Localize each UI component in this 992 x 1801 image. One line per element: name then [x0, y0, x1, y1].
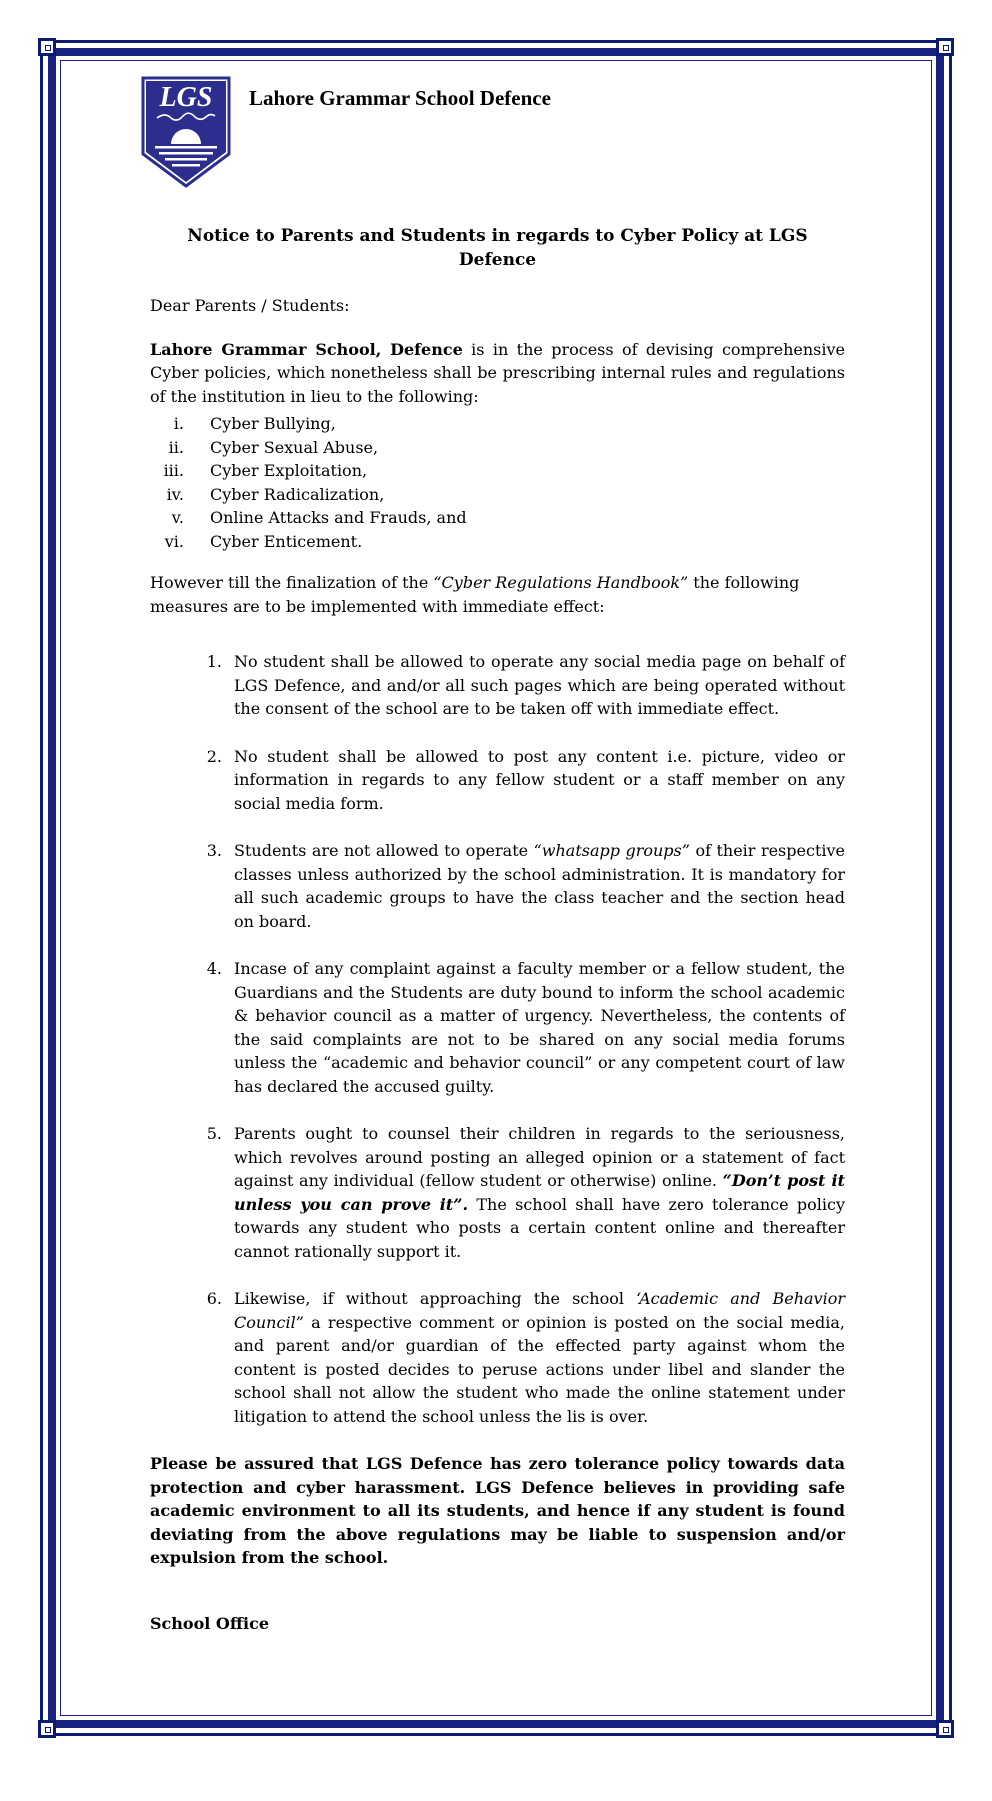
border-corner-top-right [936, 38, 954, 56]
measure-item-1 [150, 650, 845, 721]
signoff: School Office [150, 1613, 269, 1633]
measure-text-start: Students are not allowed to operate [234, 841, 534, 860]
intro-paragraph [150, 338, 845, 409]
measure-number: 5. [206, 1124, 222, 1143]
measure-text [234, 839, 845, 933]
measure-item-3 [150, 839, 845, 933]
measures-intro [150, 571, 845, 618]
notice-title: Notice to Parents and Students in regards to Cyber Policy at LGS Defence [187, 226, 808, 270]
list-item [150, 459, 845, 483]
measure-text: Incase of any complaint against a faculty member or a fellow student, the Guardians and the Students are duty bound to inform the school academic & behavior council as a matter of urgency. Nevertheless, the contents of the said complaints are not to be shared on any social media forums unless the “academic and behavior council” or any competent court of law has declared the accused guilty. [234, 959, 845, 1096]
measure-emphasis: “whatsapp groups” [533, 841, 690, 860]
list-item-number: vi. [164, 531, 184, 551]
measure-item-6 [150, 1287, 845, 1428]
measure-text-start: Likewise, if without approaching the school [234, 1289, 637, 1308]
school-name: Lahore Grammar School Defence [249, 86, 551, 110]
measures-intro-text-end: the following measures are to be implemented with immediate effect: [150, 573, 800, 616]
measure-text [234, 1122, 845, 1263]
measure-text-end: a respective comment or opinion is posted on the social media, and parent and/or guardian of the effected party against whom the content is posted decides to peruse actions under libel and slander the school shall not allow the student who made the online statement under litigation to attend the school unless the lis is over. [234, 1312, 845, 1426]
measure-item-5 [150, 1122, 845, 1263]
intro-text: is in the process of devising comprehensive Cyber policies, which nonetheless shall be prescribing internal rules and regulations of the institution in lieu to the following: [150, 339, 846, 406]
list-item-text: Cyber Sexual Abuse, [210, 437, 379, 457]
list-item [150, 530, 845, 554]
list-item [150, 436, 845, 460]
list-item-text: Cyber Bullying, [210, 414, 336, 433]
measure-number: 2. [206, 746, 222, 766]
list-item-number: iv. [166, 484, 184, 504]
border-corner-bottom-right [936, 1720, 954, 1738]
list-item-number: i. [173, 414, 184, 433]
measure-text: No student shall be allowed to post any content i.e. picture, video or information in regards to any fellow student or a staff member on any social media form. [234, 746, 845, 813]
measure-number: 1. [206, 652, 222, 671]
list-item [150, 412, 845, 436]
list-item-text: Cyber Radicalization, [210, 484, 385, 504]
notice-body [150, 225, 845, 1635]
list-item-text: Cyber Exploitation, [210, 461, 368, 480]
measure-number: 6. [206, 1289, 222, 1308]
list-item-text: Cyber Enticement. [210, 531, 363, 551]
measure-text-end: of their respective classes unless authorized by the school administration. It is mandatory for all such academic groups to have the class teacher and the section head on board. [234, 841, 845, 931]
border-corner-bottom-left [38, 1720, 56, 1738]
intro-school-name: Lahore Grammar School, Defence [150, 339, 463, 359]
list-item-number: iii. [163, 461, 184, 480]
measure-number: 4. [206, 959, 222, 978]
logo-text: LGS [159, 82, 213, 113]
measure-text: No student shall be allowed to operate any social media page on behalf of LGS Defence, and and/or all such pages which are being operated without the consent of the school are to be taken off with immediate effect. [234, 652, 845, 718]
school-logo [141, 76, 231, 188]
measure-text [234, 1287, 845, 1428]
list-item [150, 506, 845, 530]
list-item-text: Online Attacks and Frauds, and [210, 508, 467, 527]
closing-statement: Please be assured that LGS Defence has zero tolerance policy towards data protection and cyber harassment. LGS Defence believes in providing safe academic environment to all its students, and hence if any student is found deviating from the above regulations may be liable to suspension and/or expulsion from the school. [150, 1454, 845, 1567]
list-item-number: v. [171, 508, 184, 527]
measure-emphasis: ‘Academic and Behavior Council” [234, 1289, 845, 1332]
measure-text-start: Parents ought to counsel their children in regards to the seriousness, which revolves around posting an alleged opinion or a statement of fact against any individual (fellow student or otherwise) online. [234, 1124, 845, 1190]
handbook-title: “Cyber Regulations Handbook” [433, 573, 689, 592]
measures-list [150, 650, 845, 1428]
measures-intro-text: However till the finalization of the [150, 573, 434, 592]
border-corner-top-left [38, 38, 56, 56]
list-item [150, 483, 845, 507]
list-item-number: ii. [168, 437, 184, 457]
cyber-topics-list [150, 412, 845, 553]
measure-emphasis: “Don’t post it unless you can prove it”. [234, 1171, 845, 1214]
measure-item-2 [150, 745, 845, 816]
measure-text-end: The school shall have zero tolerance policy towards any student who posts a certain content online and thereafter cannot rationally support it. [234, 1194, 846, 1261]
measure-number: 3. [206, 841, 222, 860]
salutation: Dear Parents / Students: [150, 296, 350, 315]
measure-item-4 [150, 957, 845, 1098]
